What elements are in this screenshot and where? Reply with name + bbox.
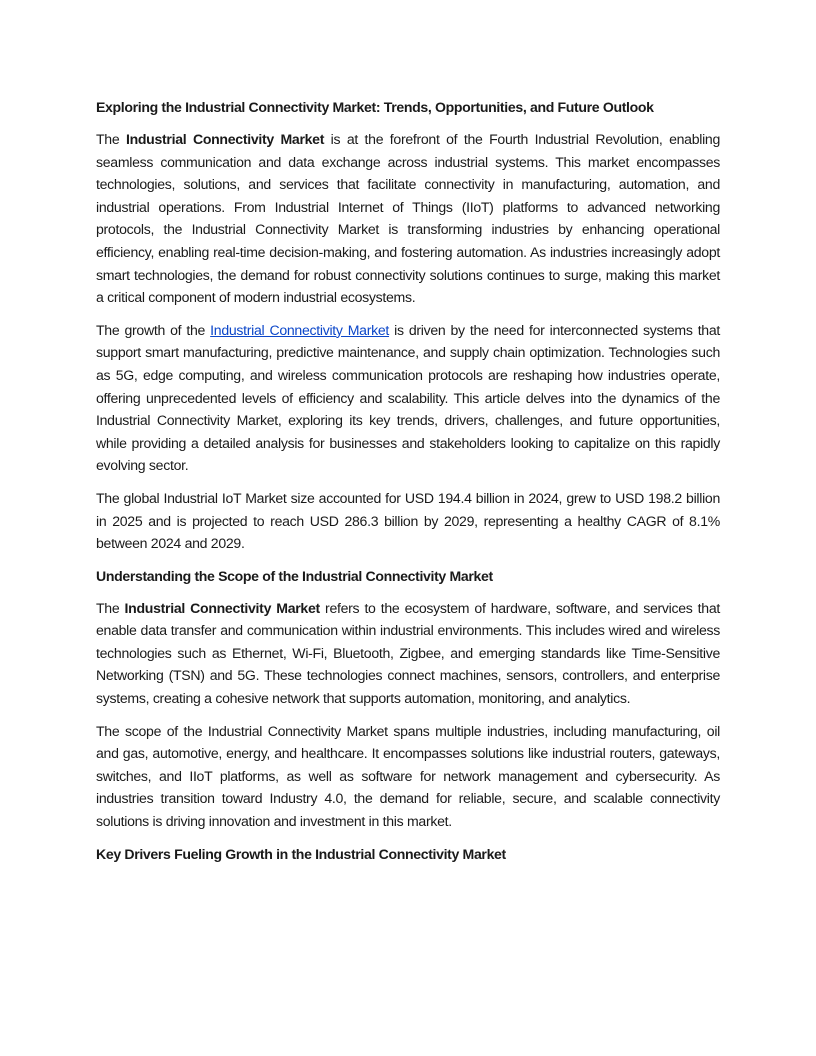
scope-prefix: The	[96, 599, 125, 616]
scope-intro-text: refers to the ecosystem of hardware, software, and services that enable data transfer and communication within industrial environments. This includes wired and wireless technologies such as Ethernet, Wi-Fi, Bluetooth, Zigbee, and emerging standards like Time-Sensitive Networking (TSN) and 5G. These technologies connect machines, sensors, controllers, and enterprise systems, creating a cohesive network that supports automation, monitoring, and analytics.	[96, 599, 720, 707]
intro-prefix: The	[96, 131, 126, 147]
growth-text: is driven by the need for interconnected systems that support smart manufacturing, predictive maintenance, and supply chain optimization. Technologies such as 5G, edge computing, and wireless communication protocols are reshaping how industries operate, offering unprecedented levels of efficiency and scalability. This article delves into the dynamics of the Industrial Connectivity Market, exploring its key trends, drivers, challenges, and future opportunities, while providing a detailed analysis for businesses and stakeholders looking to capitalize on this rapidly evolving sector.	[96, 321, 721, 474]
intro-bold-term: Industrial Connectivity Market	[125, 131, 325, 147]
document-title: Exploring the Industrial Connectivity Market: Trends, Opportunities, and Future Outlook	[96, 99, 654, 115]
document-page	[96, 96, 720, 875]
market-size-paragraph: The global Industrial IoT Market size accounted for USD 194.4 billion in 2024, grew to USD 198.2 billion in 2025 and is projected to reach USD 286.3 billion by 2029, representing a healthy CAGR of 8.1% between 2024 and 2029.	[96, 489, 720, 552]
scope-bold-term: Industrial Connectivity Market	[124, 599, 320, 616]
intro-text: is at the forefront of the Fourth Industrial Revolution, enabling seamless communication and data exchange across industrial systems. This market encompasses technologies, solutions, and services that facilitate connectivity in manufacturing, automation, and industrial operations. From Industrial Internet of Things (IIoT) platforms to advanced networking protocols, the Industrial Connectivity Market is transforming industries by enhancing operational efficiency, enabling real-time decision-making, and fostering automation. As industries increasingly adopt smart technologies, the demand for robust connectivity solutions continues to surge, making this market a critical component of modern industrial ecosystems.	[96, 131, 720, 306]
scope-detail-paragraph: The scope of the Industrial Connectivity Market spans multiple industries, including manufacturing, oil and gas, automotive, energy, and healthcare. It encompasses solutions like industrial routers, gateways, switches, and IIoT platforms, as well as software for network management and cybersecurity. As industries transition toward Industry 4.0, the demand for reliable, secure, and scalable connectivity solutions is driving innovation and investment in this market.	[96, 722, 720, 830]
scope-heading: Understanding the Scope of the Industrial Connectivity Market	[96, 567, 493, 584]
market-link[interactable]: Industrial Connectivity Market	[210, 321, 390, 338]
growth-paragraph	[96, 319, 720, 477]
drivers-heading: Key Drivers Fueling Growth in the Industrial Connectivity Market	[96, 845, 506, 862]
scope-intro-paragraph	[96, 597, 720, 710]
intro-paragraph	[96, 128, 720, 309]
growth-prefix: The growth of the	[96, 321, 211, 338]
